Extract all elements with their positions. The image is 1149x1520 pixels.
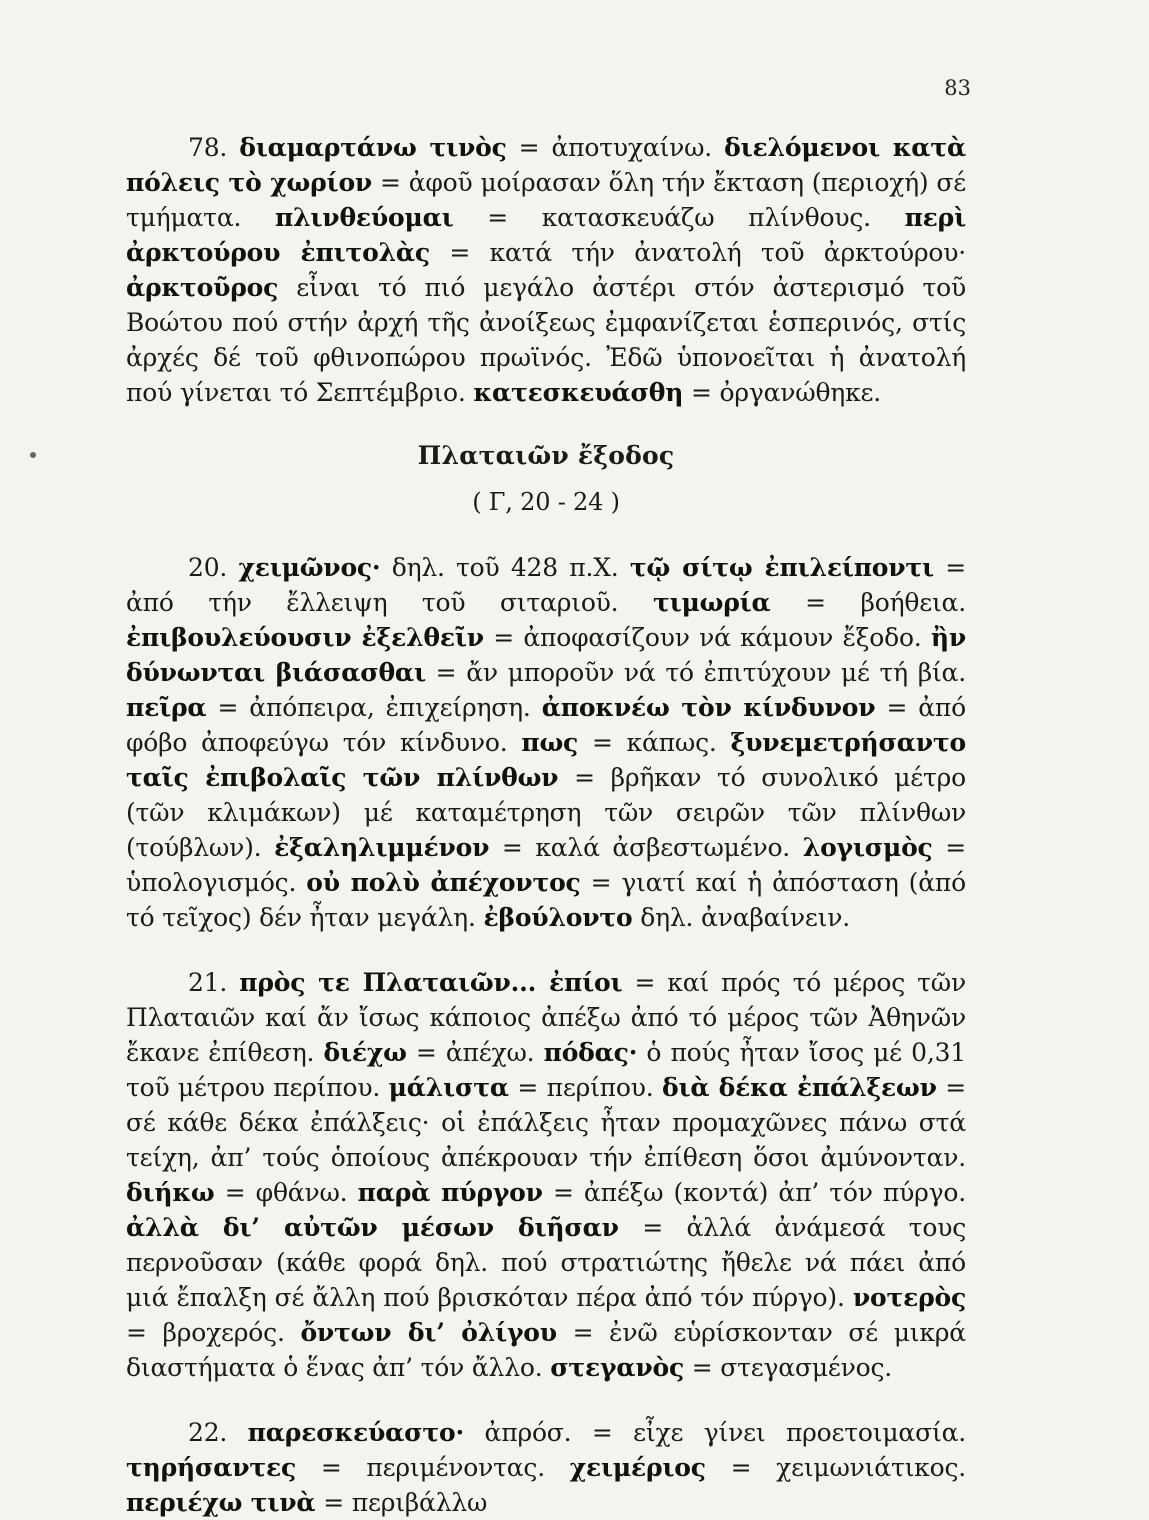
lemma-term: χειμέριος (569, 1453, 706, 1482)
lemma-term: παρεσκεύαστο· (247, 1418, 465, 1447)
lemma-term: διὰ δέκα ἐπάλξεων (662, 1073, 937, 1102)
lemma-term: ἐπιβουλεύουσιν ἐξελθεῖν (126, 623, 484, 652)
gloss-text: = περίπου. (508, 1073, 662, 1102)
paragraph-21 (126, 965, 966, 1385)
paragraph-78 (126, 130, 966, 410)
gloss-text: = ἀφοῦ μοίρασαν ὅλη τήν ἔκταση (περιοχή) σέ τμήματα. (126, 168, 967, 232)
gloss-text: εἶναι τό πιό μεγάλο ἀστέρι στόν ἀστερισμό τοῦ Βοώτου πού στήν ἀρχή τῆς ἀνοίξεως ἐμφανίζεται ἑσπερινός, στίς ἀρχές δέ τοῦ φθινοπώρου πρωϊνός. Ἐδῶ ὑπονοεῖται ἡ ἀνατολή πού γίνεται τό Σεπτέμβριο. (126, 273, 966, 407)
gloss-text: = καλά ἀσβεστωμένο. (489, 833, 803, 862)
gloss-text: = ἀπό φόβο ἀποφεύγω τόν κίνδυνο. (126, 693, 967, 757)
lemma-term: ὄντων δι’ ὀλίγου (300, 1318, 557, 1347)
lemma-term: πόδας· (543, 1038, 638, 1067)
gloss-text: 78. (188, 133, 240, 162)
gloss-text: 21. (188, 968, 240, 997)
lemma-term: οὐ πολὺ ἀπέχοντος (306, 868, 581, 897)
lemma-term: μάλιστα (388, 1073, 509, 1102)
page-number: 83 (944, 76, 971, 100)
lemma-term: τιμωρία (653, 588, 771, 617)
gloss-text: 22. (188, 1418, 248, 1447)
gloss-text: δηλ. ἀναβαίνειν. (632, 903, 851, 932)
gloss-text: = περιβάλλω (315, 1488, 488, 1517)
gloss-text: = κατασκευάζω πλίνθους. (453, 203, 905, 232)
lemma-term: πως (521, 728, 579, 757)
lemma-term: διέχω (323, 1038, 407, 1067)
lemma-term: ἐβούλοντο (483, 903, 633, 932)
gloss-text: = σέ κάθε δέκα ἐπάλξεις· οἱ ἐπάλξεις ἦταν προμαχῶνες πάνω στά τείχη, ἀπ’ τούς ὁποίους ἀπέκρουαν τήν ἐπίθεση ὅσοι ἀμύνονταν. (126, 1073, 966, 1172)
lemma-term: περὶ ἀρκτούρου ἐπιτολὰς (126, 203, 966, 267)
lemma-term: κατεσκευάσθη (473, 378, 684, 407)
gloss-text: = ὀργανώθηκε. (683, 378, 881, 407)
lemma-term: χειμῶνος· (238, 553, 381, 582)
lemma-term: πλινθεύομαι (274, 203, 454, 232)
gloss-text: = στεγασμένος. (684, 1353, 893, 1382)
gloss-text: = βοήθεια. (770, 588, 966, 617)
gloss-text: = ὑπολογισμός. (126, 833, 966, 897)
lemma-term: πρὸς τε Πλαταιῶν... ἐπίοι (239, 968, 623, 997)
lemma-term: νοτερὸς (852, 1283, 966, 1312)
gloss-text: = βροχερός. (126, 1318, 301, 1347)
margin-dot (30, 452, 36, 458)
lemma-term: πεῖρα (126, 693, 207, 722)
gloss-text: = χειμωνιάτικος. (705, 1453, 966, 1482)
gloss-text: = καί πρός τό μέρος τῶν Πλαταιῶν καί ἄν ἴσως κάποιος ἀπέξω ἀπό τό μέρος τῶν Ἀθηνῶν ἔκανε ἐπίθεση. (126, 968, 966, 1067)
lemma-term: ἀρκτοῦρος (126, 273, 279, 302)
paragraph-22 (126, 1415, 966, 1520)
lemma-term: στεγανὸς (550, 1353, 685, 1382)
gloss-text: = φθάνω. (214, 1178, 358, 1207)
gloss-text: = ἀποτυχαίνω. (506, 133, 725, 162)
gloss-text: = ἀποφασίζουν νά κάμουν ἔξοδο. (483, 623, 931, 652)
gloss-text: = γιατί καί ἡ ἀπόσταση (ἀπό τό τεῖχος) δέν ἦταν μεγάλη. (126, 868, 966, 932)
lemma-term: ξυνεμετρήσαντο ταῖς ἐπιβολαῖς τῶν πλίνθων (126, 728, 966, 792)
lemma-term: περιέχω τινὰ (126, 1488, 316, 1517)
gloss-text: = ἀπέξω (κοντά) ἀπ’ τόν πύργο. (542, 1178, 967, 1207)
gloss-text: = κατά τήν ἀνατολή τοῦ ἀρκτούρου· (429, 238, 966, 267)
section-title: Πλαταιῶν ἔξοδος (417, 441, 675, 470)
gloss-text: = ἄν μποροῦν νά τό ἐπιτύχουν μέ τή βία. (425, 658, 966, 687)
gloss-text: = ἀπόπειρα, ἐπιχείρηση. (206, 693, 542, 722)
lemma-term: τηρήσαντες (126, 1453, 297, 1482)
gloss-text: = ἀλλά ἀνάμεσά τους περνοῦσαν (κάθε φορά δηλ. πού στρατιώτης ἤθελε νά πάει ἀπό μιά ἔπαλξη σέ ἄλλη πού βρισκόταν πέρα ἀπό τόν πύργο). (126, 1213, 966, 1312)
lemma-term: παρὰ πύργον (357, 1178, 543, 1207)
gloss-text: = ἀπέχω. (406, 1038, 544, 1067)
gloss-text: = βρῆκαν τό συνολικό μέτρο (τῶν κλιμάκων) μέ καταμέτρηση τῶν σειρῶν τῶν πλίνθων (τούβλων). (126, 763, 966, 862)
paragraph-20 (126, 550, 966, 935)
lemma-term: διαμαρτάνω τινὸς (239, 133, 507, 162)
gloss-text: = κάπως. (578, 728, 731, 757)
lemma-term: λογισμὸς (802, 833, 933, 862)
lemma-term: ἐξαληλιμμένον (274, 833, 490, 862)
lemma-term: ἢν δύνωνται βιάσασθαι (126, 623, 966, 687)
gloss-text: = ἀπό τήν ἔλλειψη τοῦ σιταριοῦ. (126, 553, 966, 617)
section-reference: ( Γ, 20 - 24 ) (472, 488, 620, 516)
gloss-text: ὁ πούς ἦταν ἴσος μέ 0,31 τοῦ μέτρου περίπου. (126, 1038, 966, 1102)
gloss-text: δηλ. τοῦ 428 π.Χ. (380, 553, 630, 582)
gloss-text: 20. (188, 553, 239, 582)
gloss-text: = ἐνῶ εὑρίσκονταν σέ μικρά διαστήματα ὁ ἕνας ἀπ’ τόν ἄλλο. (126, 1318, 966, 1382)
lemma-term: διήκω (126, 1178, 215, 1207)
gloss-text: = περιμένοντας. (296, 1453, 570, 1482)
gloss-text: ἀπρόσ. = εἶχε γίνει προετοιμασία. (464, 1418, 966, 1447)
lemma-term: ἀλλὰ δι’ αὐτῶν μέσων διῆσαν (126, 1213, 619, 1242)
lemma-term: τῷ σίτῳ ἐπιλείποντι (629, 553, 934, 582)
lemma-term: ἀποκνέω τὸν κίνδυνον (541, 693, 876, 722)
text-body (126, 130, 966, 1520)
lemma-term: διελόμενοι κατὰ πόλεις τὸ χωρίον (126, 133, 966, 197)
